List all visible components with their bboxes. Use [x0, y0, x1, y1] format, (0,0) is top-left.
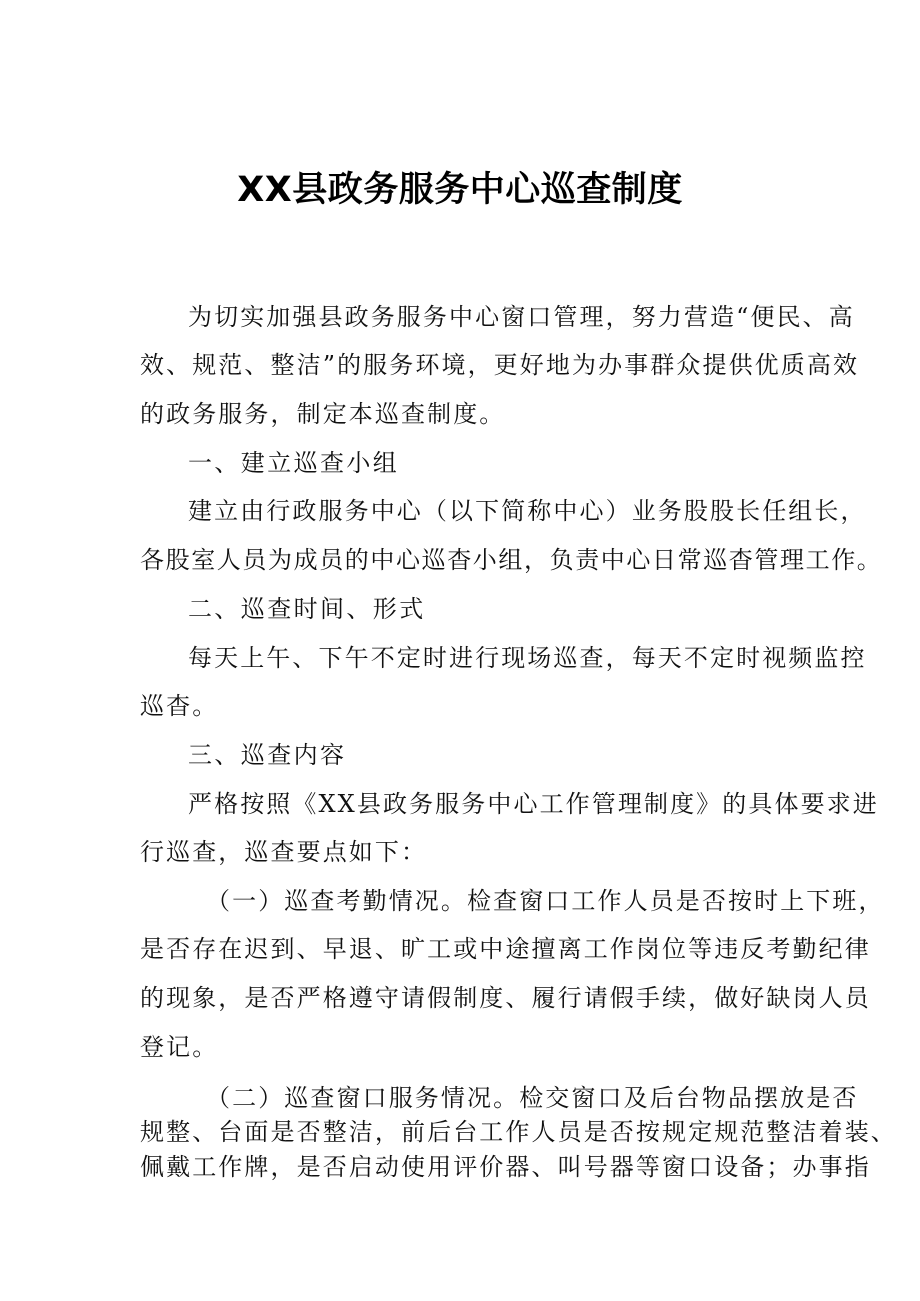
body-line: 是否存在迟到、早退、旷工或中途擅离工作岗位等违反考勤纪律: [140, 935, 871, 963]
body-line: 规整、台面是否整洁，前后台工作人员是否按规定规范整洁着装、: [140, 1118, 897, 1146]
body-line: 严格按照《XX县政务服务中心工作管理制度》的具体要求进: [188, 790, 879, 818]
section-heading-1: 一、建立巡查小组: [188, 449, 400, 477]
body-line: 登记。: [140, 1033, 219, 1061]
section-heading-3: 三、巡查内容: [188, 741, 347, 769]
body-line: 巡杳。: [140, 692, 219, 720]
document-title: XX县政务服务中心巡查制度: [237, 170, 683, 210]
body-line: 效、规范、整洁”的服务环境，更好地为办事群众提供优质高效: [140, 351, 860, 379]
body-line: 每天上午、下午不定时进行现场巡查，每天不定时视频监控: [188, 644, 867, 672]
body-line: 各股室人员为成员的中心巡杳小组，负责中心日常巡杳管理工作。: [140, 546, 883, 574]
body-line: 佩戴工作牌，是否启动使用评价器、叫号器等窗口设备；办事指: [140, 1153, 871, 1181]
subsection-2-line: （二）巡查窗口服务情况。检交窗口及后台物品摆放是否: [206, 1084, 859, 1112]
body-line: 行巡查，巡查要点如下：: [140, 838, 428, 866]
body-line: 为切实加强县政务服务中心窗口管理，努力营造“便民、高: [188, 303, 855, 331]
body-line: 的现象，是否严格遵守请假制度、履行请假手续，做好缺岗人员: [140, 984, 871, 1012]
body-line: 建立由行政服务中心（以下简称中心）业务股股长任组长，: [188, 497, 867, 525]
body-line: 的政务服务，制定本巡查制度。: [140, 400, 506, 428]
section-heading-2: 二、巡查时间、形式: [188, 595, 426, 623]
subsection-1-line: （一）巡查考勤情况。检查窗口工作人员是否按时上下班，: [206, 887, 885, 915]
